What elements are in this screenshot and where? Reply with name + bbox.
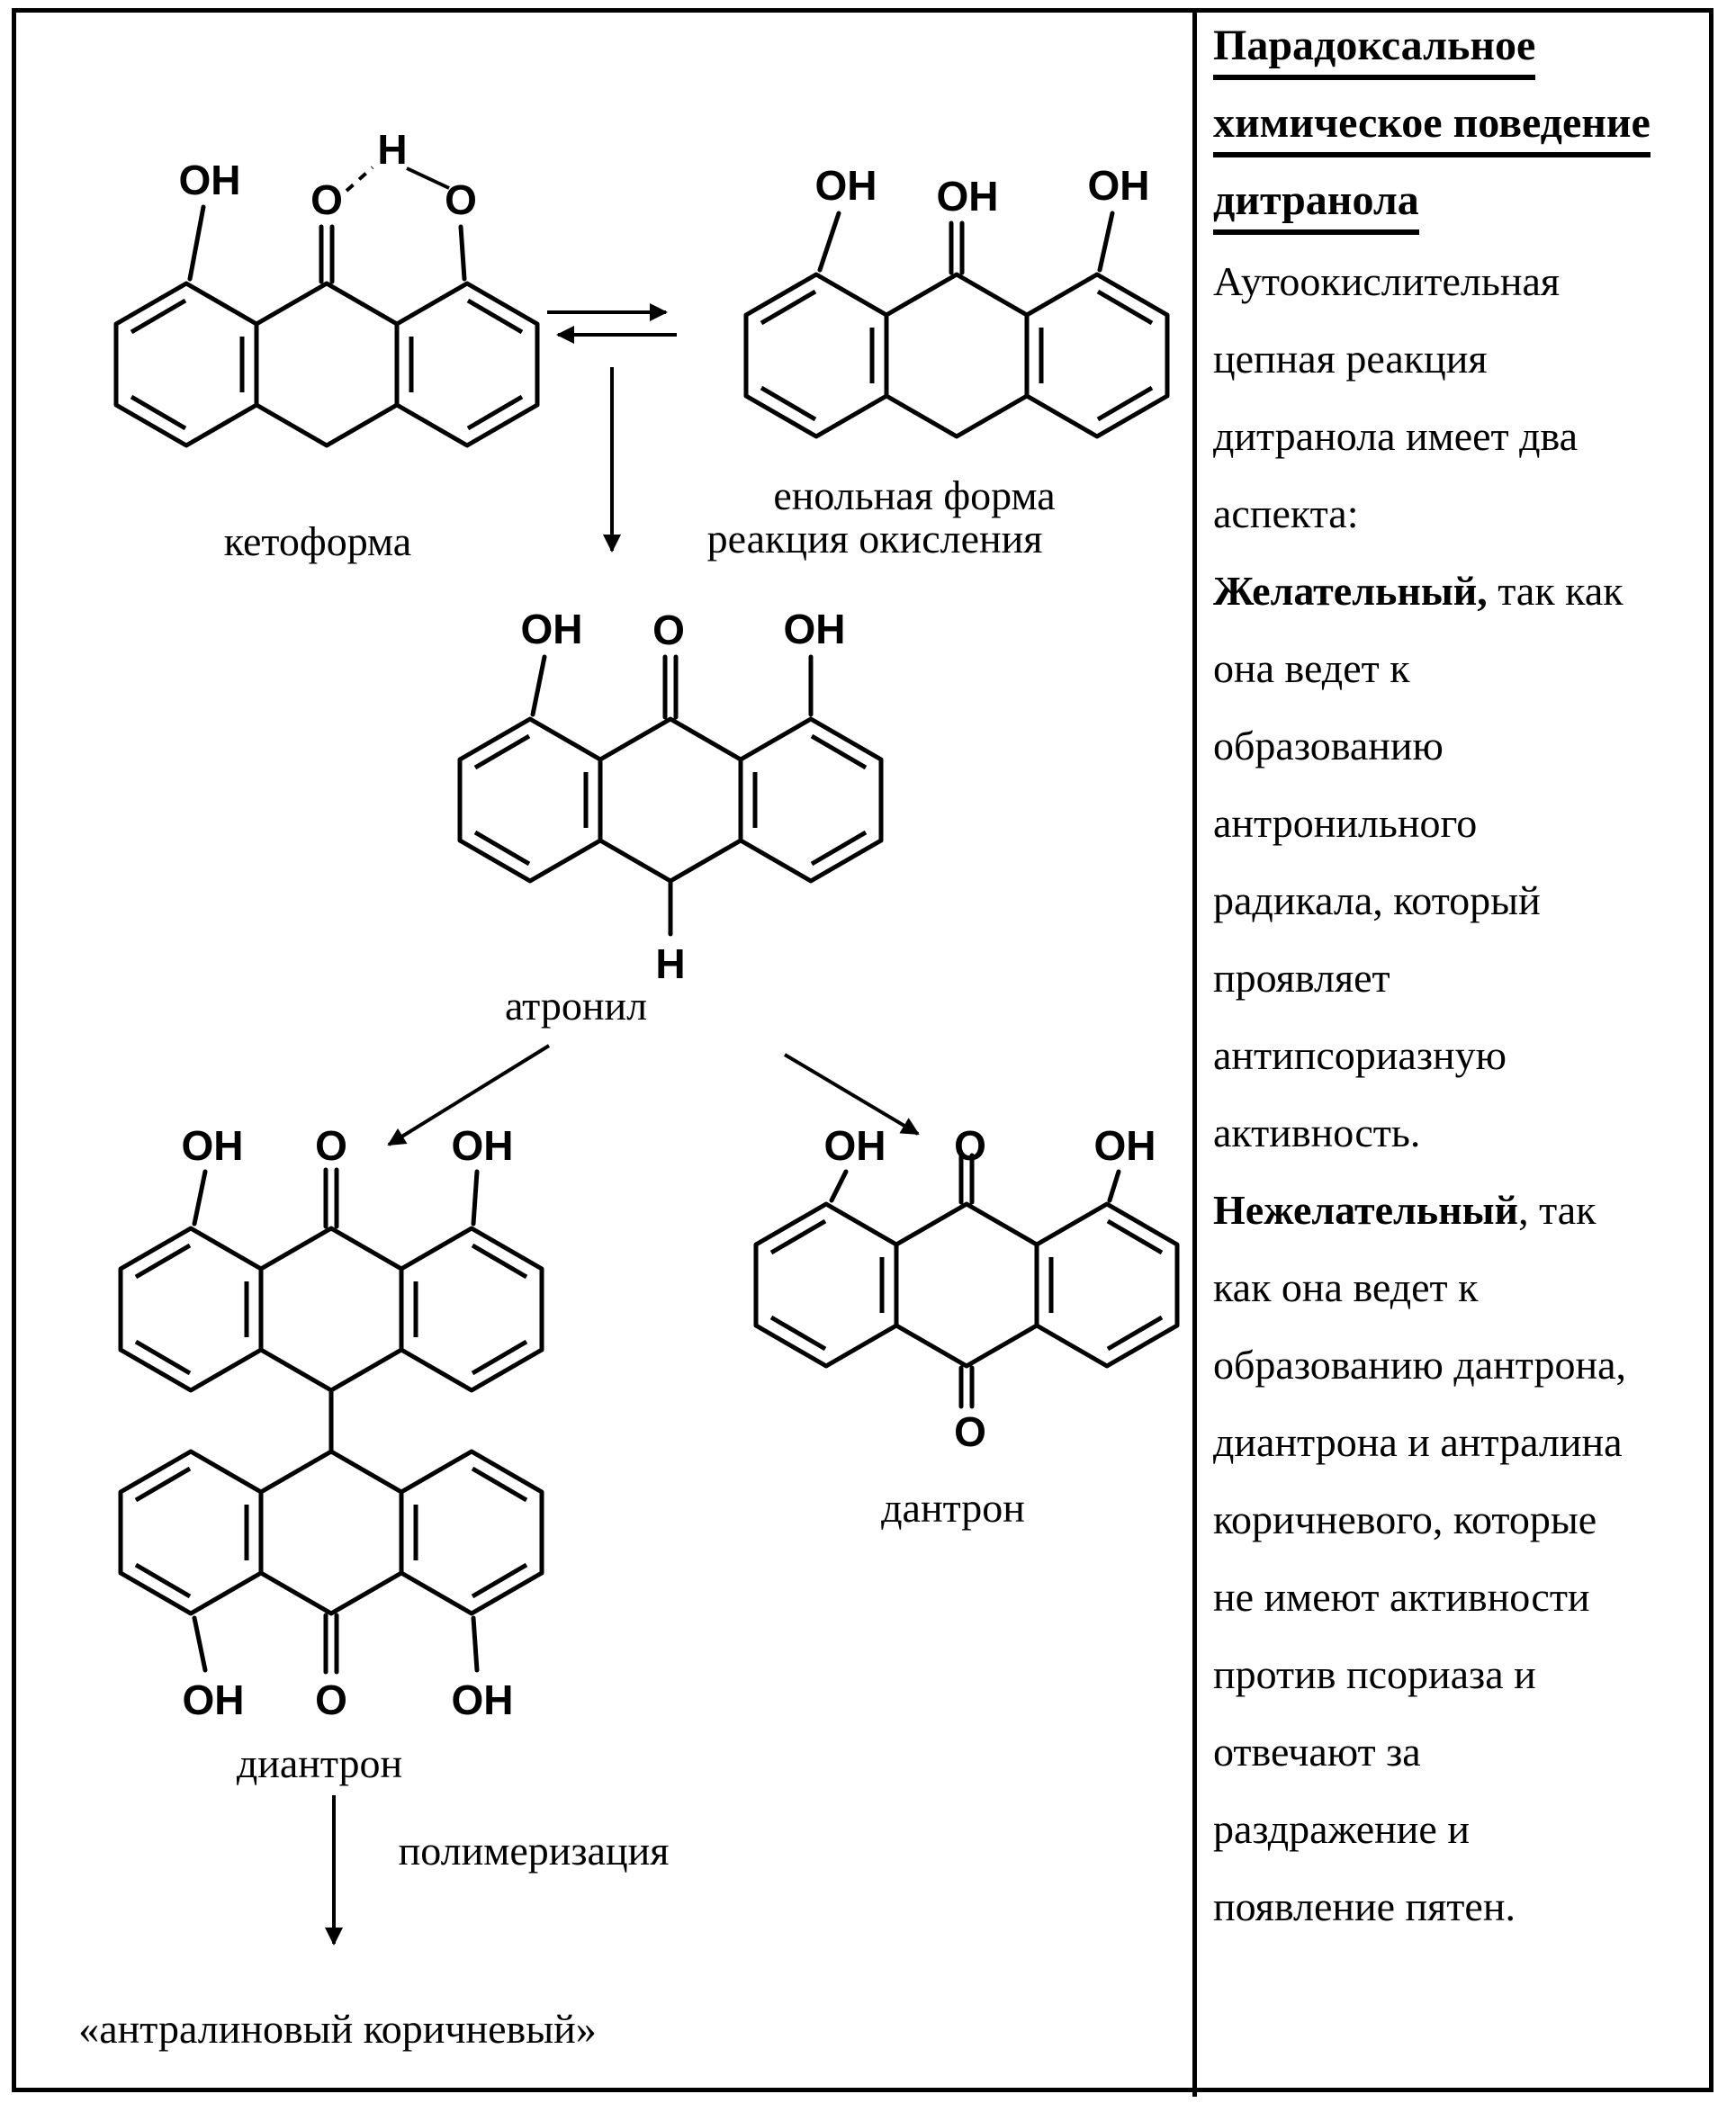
panel-body-line: активность. <box>1213 1110 1421 1155</box>
enol-oh-left-label: OH <box>814 162 877 209</box>
dantron-o-top-label: O <box>954 1122 986 1169</box>
panel-body-line: Аутоокислительная <box>1213 258 1561 304</box>
atronyl-o-center-label: O <box>652 607 685 653</box>
atronyl-h-bottom-label: H <box>655 940 686 987</box>
panel-title-line-1: Парадоксальное <box>1213 22 1719 80</box>
dianthrone-top-oh-left-label: OH <box>181 1122 244 1169</box>
keto-oh-left-label: OH <box>178 157 241 203</box>
panel-body-line: раздражение и <box>1213 1806 1470 1852</box>
enol-oh-center-label: OH <box>936 173 999 220</box>
equilibrium-arrows-icon <box>547 312 677 335</box>
keto-structure <box>116 126 537 564</box>
atronyl-name: атронил <box>504 983 648 1029</box>
panel-body-line: появление пятен. <box>1213 1883 1516 1929</box>
enol-name: енольная форма <box>773 472 1056 518</box>
atronyl-oh-left-label: OH <box>520 606 583 652</box>
panel-body-line: дитранола имеет два <box>1213 413 1579 459</box>
dianthrone-structure <box>121 1122 542 1786</box>
hydrogen-bond-dashed <box>346 167 373 191</box>
panel-body-line: антронильного <box>1213 800 1478 846</box>
panel-body-line: коричневого, которые <box>1213 1496 1597 1542</box>
panel-body-line: радикала, который <box>1213 877 1541 923</box>
dantron-name: дантрон <box>881 1485 1025 1531</box>
dianthrone-bottom-o-label: O <box>315 1676 347 1723</box>
panel-body-line: Нежелательный, так <box>1213 1187 1597 1233</box>
dantron-oh-left-label: OH <box>823 1122 886 1169</box>
panel-body-line: диантрона и антралина <box>1213 1419 1623 1465</box>
dianthrone-top-o-label: O <box>315 1122 347 1169</box>
dantron-structure <box>756 1122 1177 1531</box>
oxidation-label: реакция окисления <box>706 516 1043 562</box>
panel-body-line: цепная реакция <box>1213 336 1488 382</box>
dantron-oh-right-label: OH <box>1093 1122 1156 1169</box>
panel-body-line: она ведет к <box>1213 645 1410 691</box>
panel-body-line: аспекта: <box>1213 490 1359 536</box>
enol-structure <box>746 162 1167 518</box>
panel-body-line: образованию <box>1213 723 1444 768</box>
dantron-o-bottom-label: O <box>954 1408 986 1455</box>
panel-title-line-3: дитранола <box>1213 176 1719 235</box>
panel-body-line: проявляет <box>1213 955 1390 1001</box>
panel-body-line: как она ведет к <box>1213 1264 1479 1310</box>
panel-body-line: против псориаза и <box>1213 1651 1536 1697</box>
panel-body-line: Желательный, так как <box>1213 568 1624 614</box>
atronyl-structure <box>460 606 881 1029</box>
keto-o-right-label: O <box>445 176 477 223</box>
dianthrone-top-oh-right-label: OH <box>451 1122 514 1169</box>
dianthrone-bottom-oh-left-label: OH <box>182 1676 245 1723</box>
panel-body-line: антипсориазную <box>1213 1032 1507 1078</box>
panel-body-line: не имеют активности <box>1213 1574 1590 1620</box>
atronyl-oh-right-label: OH <box>783 606 846 652</box>
product-label: «антралиновый коричневый» <box>78 2006 597 2052</box>
keto-o-center-label: O <box>310 176 343 223</box>
dianthrone-name: диантрон <box>236 1740 403 1786</box>
keto-name: кетоформа <box>223 518 412 564</box>
panel-body-line: образованию дантрона, <box>1213 1342 1626 1388</box>
polymerization-label: полимеризация <box>398 1828 670 1874</box>
keto-h-bridge-label: H <box>377 126 408 173</box>
panel-body-line: отвечают за <box>1213 1729 1421 1775</box>
panel-title-line-2: химическое поведение <box>1213 99 1719 157</box>
enol-oh-right-label: OH <box>1087 162 1150 209</box>
dianthrone-bottom-oh-right-label: OH <box>451 1676 514 1723</box>
